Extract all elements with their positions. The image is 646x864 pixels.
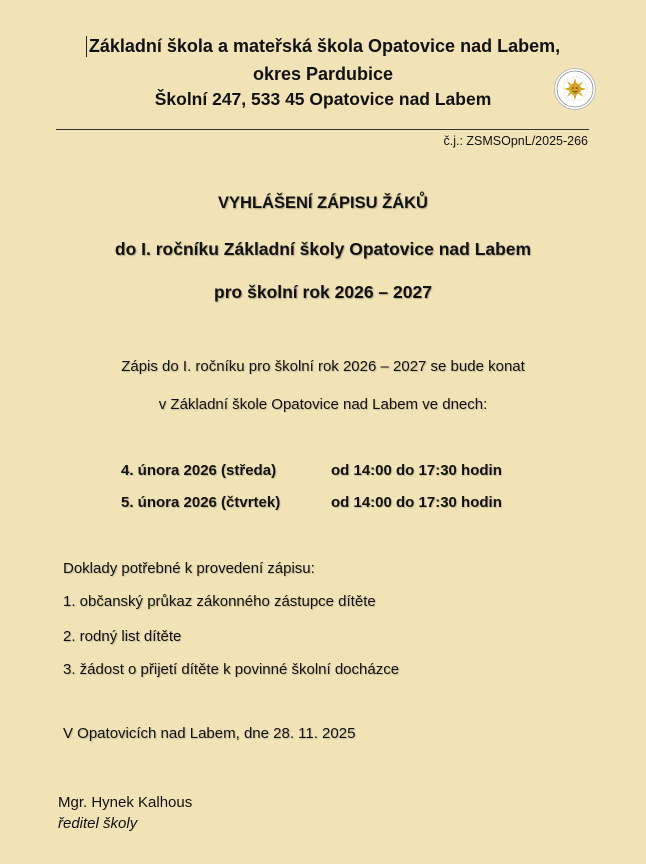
school-seal-icon	[554, 68, 596, 110]
signatory-role: ředitel školy	[58, 815, 138, 832]
signatory-name: Mgr. Hynek Kalhous	[58, 794, 193, 811]
place-and-date: V Opatovicích nad Labem, dne 28. 11. 2025	[63, 725, 356, 742]
announcement-subtitle: do I. ročníku Základní školy Opatovice nad Labem	[114, 239, 532, 259]
school-year: pro školní rok 2026 – 2027	[214, 282, 432, 302]
school-district: okres Pardubice	[252, 64, 394, 84]
documents-heading: Doklady potřebné k provedení zápisu:	[63, 560, 315, 577]
announcement-title: VYHLÁŠENÍ ZÁPISU ŽÁKŮ	[218, 194, 428, 212]
intro-line-1: Zápis do I. ročníku pro školní rok 2026 – 2027 se bude konat	[121, 358, 525, 375]
date-1: 4. února 2026 (středa)	[121, 462, 277, 479]
date-2: 5. února 2026 (čtvrtek)	[121, 494, 281, 511]
document-item-2: 2. rodný list dítěte	[63, 628, 182, 645]
time-2: od 14:00 do 17:30 hodin	[331, 494, 502, 511]
school-address: Školní 247, 533 45 Opatovice nad Labem	[154, 89, 492, 109]
school-name: Základní škola a mateřská škola Opatovice nad Labem,	[0, 36, 646, 57]
document-item-3: 3. žádost o přijetí dítěte k povinné školní docházce	[63, 661, 400, 678]
document-item-1: 1. občanský průkaz zákonného zástupce dítěte	[63, 593, 376, 610]
intro-line-2: v Základní škole Opatovice nad Labem ve dnech:	[158, 396, 488, 413]
time-1: od 14:00 do 17:30 hodin	[331, 462, 502, 479]
reference-number: č.j.: ZSMSOpnL/2025-266	[443, 134, 588, 148]
header-divider	[56, 129, 589, 130]
